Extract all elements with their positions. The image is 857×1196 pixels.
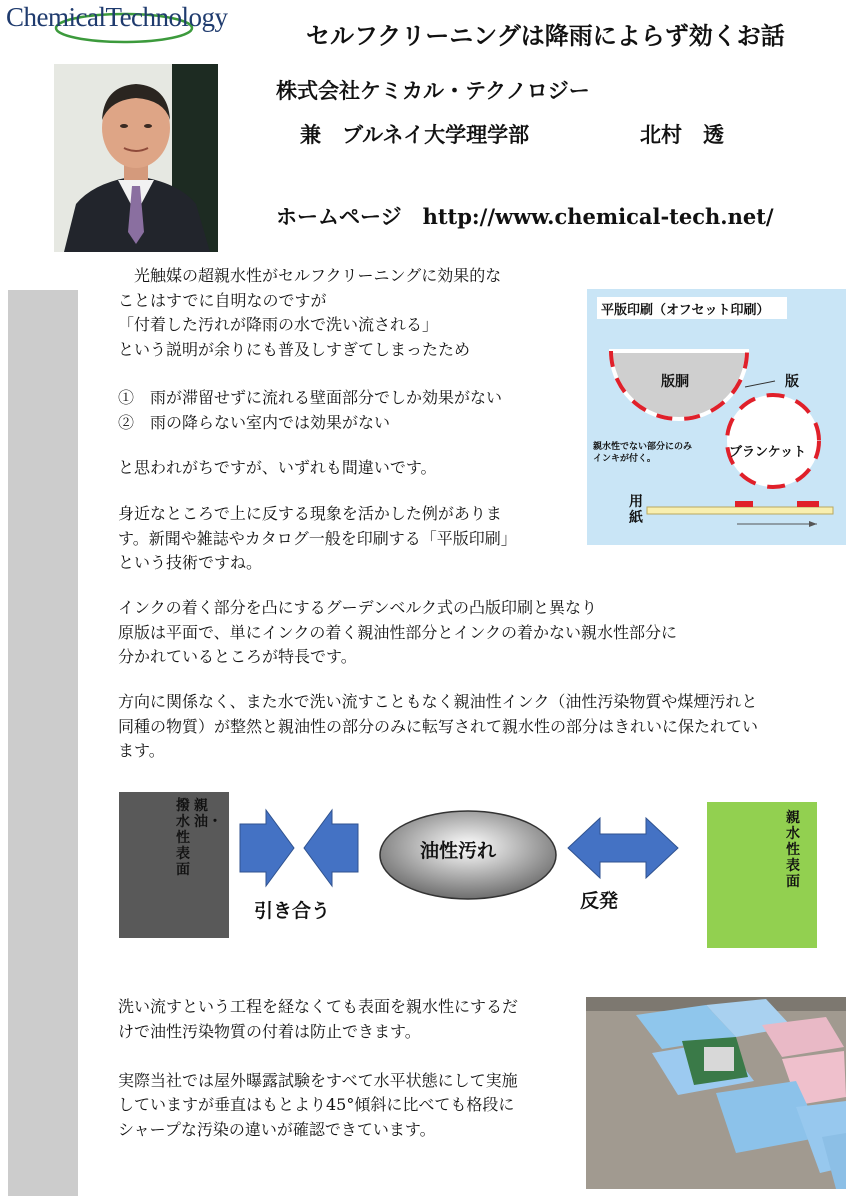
paper-label: 用紙 [629, 494, 643, 526]
sidebar-bar [8, 290, 78, 1196]
logo-text: ChemicalTechnology [6, 2, 228, 32]
author-name: 北村 透 [640, 122, 724, 147]
author-portrait-icon [54, 64, 218, 252]
oil-stain-label: 油性汚れ [420, 840, 497, 862]
figure-title: 平版印刷（オフセット印刷） [601, 303, 770, 318]
example-line: す。新聞や雑誌やカタログ一般を印刷する「平版印刷」 [118, 528, 517, 548]
transfer-paragraph [118, 690, 758, 764]
lipophilic-label-col1: 親油・ [194, 798, 222, 830]
example-line: 身近なところで上に反する現象を活かした例がありま [118, 504, 502, 523]
lithography-line: 原版は平面で、単にインクの着く親油性部分とインクの着かない親水性部分に [118, 622, 678, 642]
lithography-line: インクの着く部分を凸にするグーデンベルク式の凸版印刷と異なり [118, 598, 598, 617]
page-title: セルフクリーニングは降雨によらず効くお話 [306, 21, 785, 50]
ink-note-line: インキが付く。 [593, 454, 656, 464]
closing-line: シャープな汚染の違いが確認できています。 [118, 1119, 436, 1139]
closing-line: 洗い流すという工程を経なくても表面を親水性にするだ [118, 997, 519, 1016]
author-photo [54, 64, 218, 252]
list-item: ② 雨の降らない室内では効果がない [118, 412, 391, 432]
lithography-line: 分かれているところが特長です。 [118, 647, 357, 666]
transfer-line: ます。 [118, 741, 165, 760]
lithography-paragraph [118, 596, 677, 670]
diagram-shapes-icon [118, 788, 818, 950]
hydrophilic-label: 親水性表面 [786, 810, 800, 890]
closing-paragraph [118, 995, 518, 1142]
lipophilic-label-col2: 撥水性表面 [176, 798, 190, 878]
rooftop-exposure-photo [586, 997, 846, 1189]
list-item: ① 雨が滞留せずに流れる壁面部分でしか効果がない [118, 388, 503, 407]
repel-label: 反発 [580, 890, 619, 912]
printing-diagram-icon [587, 289, 846, 545]
ink-note [593, 441, 692, 465]
plate-cylinder-label: 版胴 [661, 374, 689, 390]
homepage-link[interactable]: ホームページ http://www.chemical-tech.net/ [276, 204, 774, 229]
closing-line [118, 1044, 518, 1069]
affiliation: 兼 ブルネイ大学理学部 [300, 122, 530, 147]
rooftop-test-panels-icon [586, 997, 846, 1189]
misconception-conclusion: と思われがちですが、いずれも間違いです。 [118, 458, 437, 477]
blanket-label: ブランケット [729, 445, 807, 460]
closing-line: けで油性汚染物質の付着は防止できます。 [118, 1021, 421, 1041]
misconception-list [118, 386, 502, 435]
intro-paragraph [118, 264, 501, 362]
transfer-line: 方向に関係なく、また水で洗い流すこともなく親油性インク（油性汚染物質や煤煙汚れと [118, 692, 758, 711]
closing-line: していますが垂直はもとより45°傾斜に比べても格段に [118, 1095, 515, 1114]
ink-note-line: 親水性でない部分にのみ [593, 442, 693, 452]
example-paragraph [118, 502, 517, 576]
intro-line: 光触媒の超親水性がセルフクリーニングに効果的な [118, 266, 502, 285]
intro-line: という説明が余りにも普及しすぎてしまったため [118, 339, 471, 359]
attract-label: 引き合う [254, 900, 331, 922]
example-line: という技術ですね。 [118, 553, 263, 572]
plate-label: 版 [785, 374, 799, 390]
company-name: 株式会社ケミカル・テクノロジー [276, 78, 590, 103]
closing-line: 実際当社では屋外曝露試験をすべて水平状態にして実施 [118, 1070, 518, 1090]
offset-printing-figure [587, 289, 846, 545]
company-logo [6, 2, 256, 46]
intro-line: 「付着した汚れが降雨の水で洗い流される」 [118, 315, 439, 334]
attraction-repulsion-diagram [118, 788, 818, 950]
transfer-line: 同種の物質）が整然と親油性の部分のみに転写されて親水性の部分はきれいに保たれてい [118, 716, 759, 736]
intro-line: ことはすでに自明なのですが [118, 290, 327, 310]
